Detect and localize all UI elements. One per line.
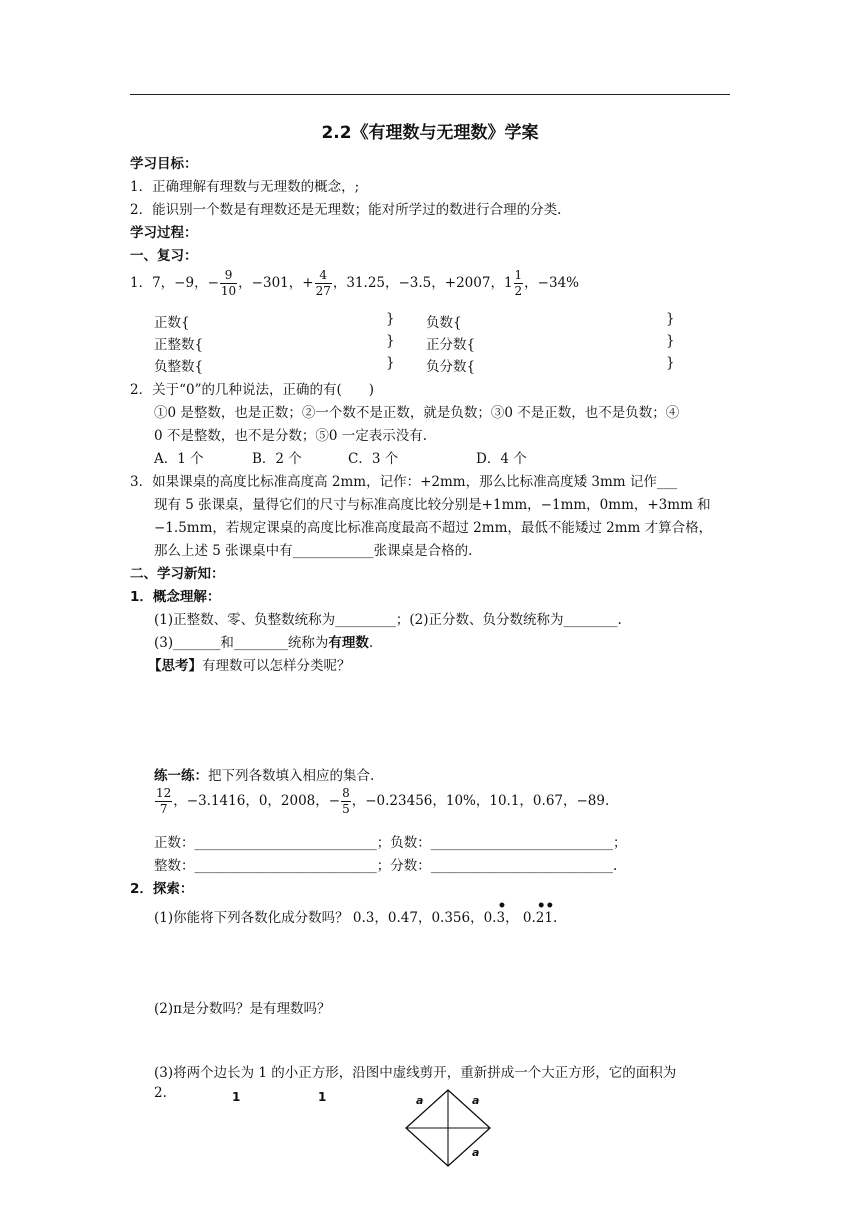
- figure-label-a-bottom: a: [472, 1146, 480, 1159]
- explore-q1: (1)你能将下列各数化成分数吗？ 0.3，0.47，0.356，0. • 3， 0. • 2 • 1.: [154, 898, 558, 926]
- explore-heading: 2．探索：: [130, 881, 194, 897]
- question-3-line-2: 现有 5 张课桌，量得它们的尺寸与标准高度比较分别是+1mm，−1mm，0mm，+3mm 和: [154, 497, 711, 513]
- concept-line-2: (3)_______和________统称为有理数.: [154, 635, 374, 651]
- question-2-line-1: ①0 是整数，也是正数；②一个数不是正数，就是负数；③0 不是正数，也不是负数；④: [154, 405, 680, 421]
- header-rule: [130, 94, 730, 95]
- figure-label-a-left: a: [416, 1094, 424, 1107]
- question-1-numbers: 1．7，−9，− $\frac{9}{10}$ ，−301，+ $\frac{4}{27}$ ，31.25，−3.5，+2007，1 $\frac{1}{2}$ ，−34%: [130, 268, 579, 298]
- explore-q3-line-1: (3)将两个边长为 1 的小正方形，沿图中虚线剪开，重新拼成一个大正方形，它的面积为: [154, 1065, 677, 1081]
- practice-heading: 练一练：把下列各数填入相应的集合.: [154, 768, 375, 784]
- fraction-4-27: $\frac{4}{27}$: [315, 268, 331, 298]
- diamond-square-figure: [400, 1082, 500, 1172]
- fraction-1-2: $\frac{1}{2}$: [514, 268, 523, 298]
- practice-row-2: 整数：___________________________；分数：___________________________.: [154, 858, 618, 874]
- think-prompt: 【思考】有理数可以怎样分类呢？: [148, 658, 351, 674]
- square-side-label-1: 1: [232, 1090, 241, 1104]
- fraction-8-5: $\frac{8}{5}$: [342, 786, 350, 816]
- repeating-decimal-21-b: • 1: [544, 898, 555, 926]
- figure-label-a-right: a: [472, 1094, 480, 1107]
- explore-q3-line-2: 2.: [154, 1085, 167, 1101]
- practice-numbers: $\frac{12}{7}$ ，−3.1416，0，2008，− $\frac{8}{5}$ ，−0.23456，10%，10.1，0.67，−89.: [156, 786, 610, 816]
- review-heading: 一、复习：: [130, 248, 198, 264]
- question-3-line-1: 3．如果课桌的高度比标准高度高 2mm，记作：+2mm，那么比标准高度矮 3mm 记作___: [130, 474, 678, 490]
- concept-line-1: (1)正整数、零、负整数统称为_________；(2)正分数、负分数统称为________.: [154, 612, 622, 628]
- question-3-line-3: −1.5mm，若规定课桌的高度比标准高度最高不超过 2mm，最低不能矮过 2mm 才算合格，: [154, 520, 713, 536]
- fraction-12-7: $\frac{12}{7}$: [156, 786, 172, 816]
- option-d: D．4 个: [476, 451, 527, 467]
- repeating-decimal-21-a: • 2: [535, 898, 546, 926]
- repeating-decimal-3: • 3: [496, 898, 507, 926]
- objectives-heading: 学习目标：: [130, 156, 198, 172]
- question-3-line-4: 那么上述 5 张课桌中有____________张课桌是合格的.: [154, 543, 473, 559]
- option-a: A．1 个: [154, 451, 204, 467]
- square-side-label-2: 1: [318, 1090, 327, 1104]
- page-title: 2.2《有理数与无理数》学案: [321, 123, 539, 143]
- question-2-line-2: 0 不是整数，也不是分数；⑤0 一定表示没有.: [154, 428, 428, 444]
- concept-heading: 1．概念理解：: [130, 589, 221, 605]
- option-b: B．2 个: [252, 451, 302, 467]
- question-2-stem: 2．关于“0”的几种说法，正确的有( ): [130, 382, 375, 398]
- practice-row-1: 正数：___________________________；负数：___________________________；: [154, 835, 627, 851]
- objective-1: 1．正确理解有理数与无理数的概念，;: [130, 179, 360, 195]
- option-c: C．3 个: [348, 451, 399, 467]
- new-knowledge-heading: 二、学习新知：: [130, 566, 225, 582]
- explore-q2: (2)π是分数吗？是有理数吗？: [154, 1001, 331, 1017]
- process-heading: 学习过程：: [130, 225, 198, 241]
- objective-2: 2．能识别一个数是有理数还是无理数；能对所学过的数进行合理的分类.: [130, 202, 562, 218]
- fraction-9-10: $\frac{9}{10}$: [220, 268, 237, 298]
